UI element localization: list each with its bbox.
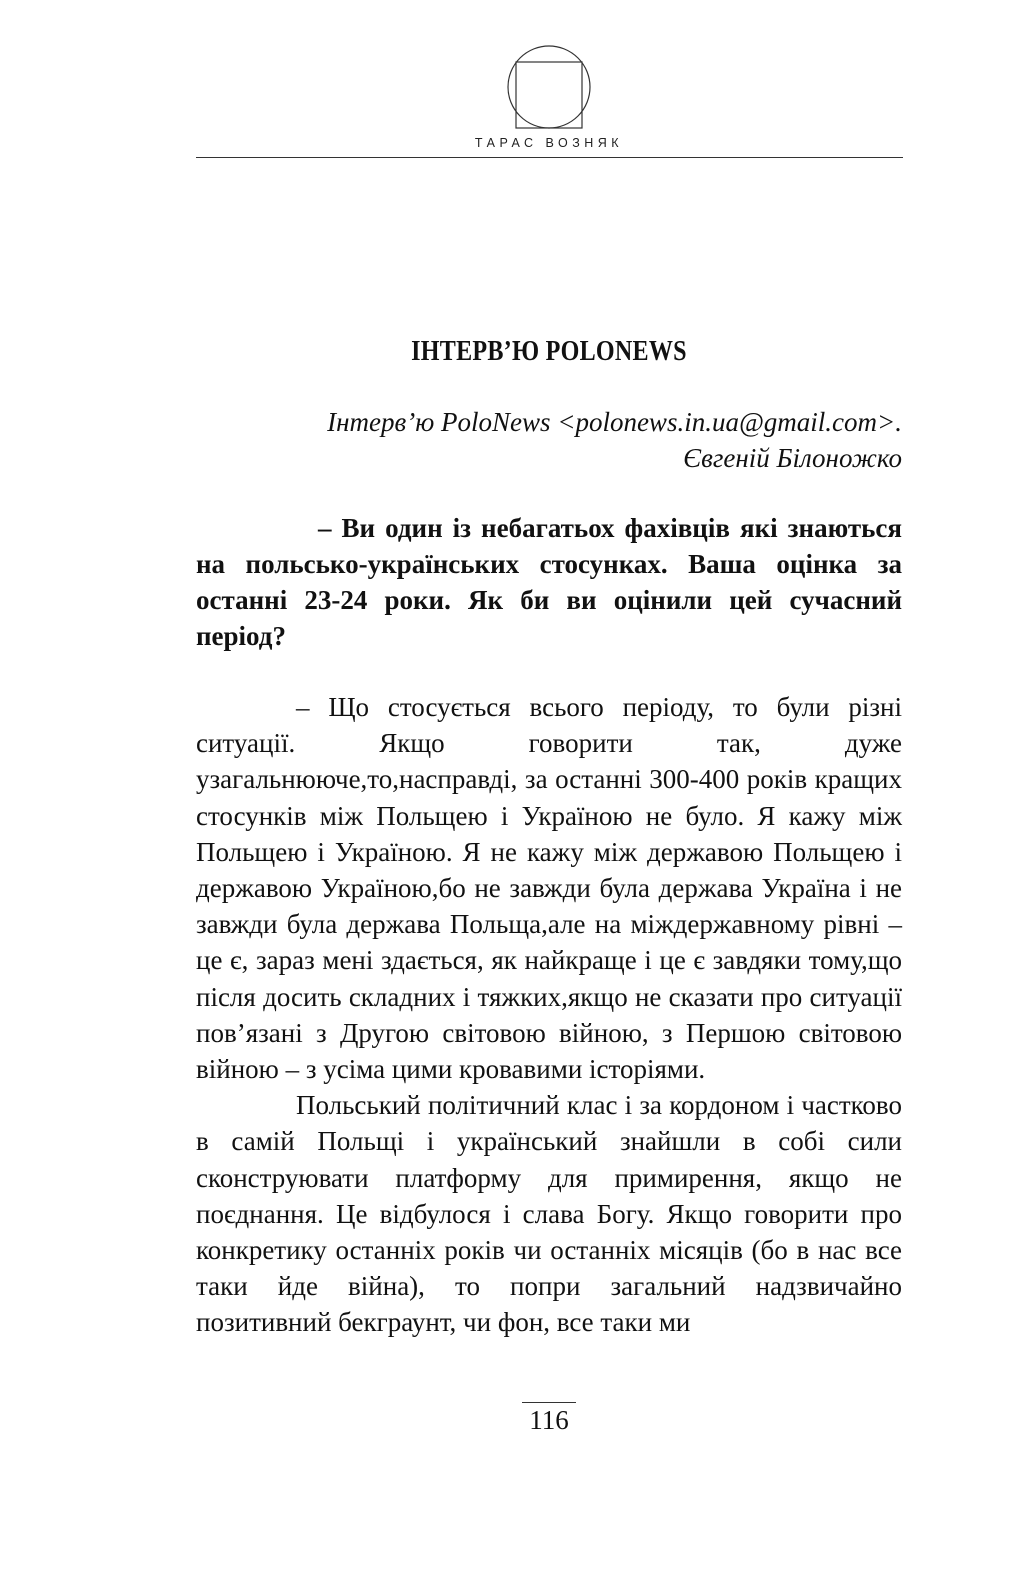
source-block [196, 404, 902, 476]
article-title: ІНТЕРВ’Ю POLONEWS [411, 336, 687, 367]
answer-body [196, 689, 902, 1341]
answer-paragraph: – Що стосується всього періоду, то були різні ситуації. Якщо говорити так, дуже узагальнююче,то,насправді, за останні 300-400 років кращих стосунків між Польщею і Україною не було. Я кажу між Польщею і Україною. Я не кажу між державою Польщею і державою Україною,бо не завжди була держава Україна і не завжди була держава Польща,але на міждержавному рівні – це є, зараз мені здається, як найкраще і це є завдяки тому,що після досить складних і тяжких,якщо не сказати про ситуації пов’язані з Другою світовою війною, з Першою світовою війною – з усіма цими кровавими історіями. [196, 692, 902, 1085]
page-number: 116 [522, 1402, 576, 1436]
interview-question: – Ви один із небагатьох фахівців які знаються на польсько-українських стосунках. Ваша оцінка за останні 23-24 роки. Як би ви оцінили цей сучасний період? [196, 513, 902, 651]
author-line: Євгеній Білоножко [683, 443, 902, 473]
running-head: ТАРАС ВОЗНЯК [474, 136, 624, 150]
header-divider [196, 157, 903, 158]
answer-paragraph: Польський політичний клас і за кордоном і частково в самій Польщі і український знайшли в собі сили сконструювати платформу для примирення, якщо не поєднання. Це відбулося і слава Богу. Якщо говорити про конкретику останніх років чи останніх місяців (бо в нас все таки йде війна), то попри загальний надзвичайно позитивний бекграунт, чи фон, все таки ми [196, 1090, 902, 1338]
circle-square-emblem-icon [506, 44, 592, 130]
source-line: Інтерв’ю PoloNews <polonews.in.ua@gmail.com>. [327, 407, 902, 437]
